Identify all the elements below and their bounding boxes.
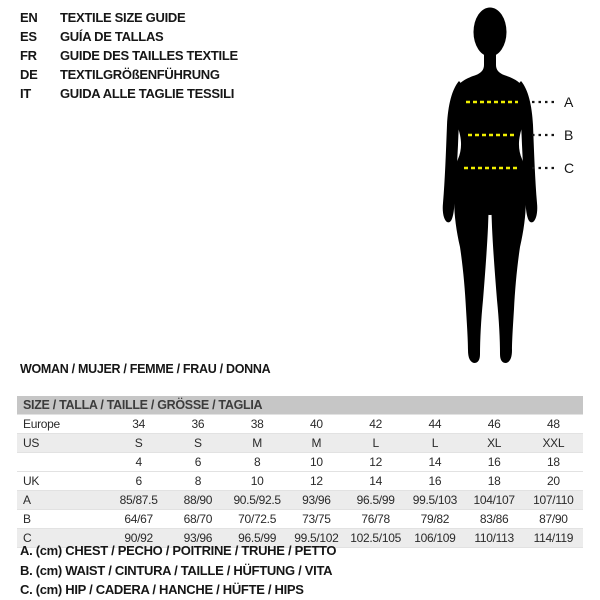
size-cell: 10 [228, 472, 287, 491]
size-cell: S [168, 434, 227, 453]
language-row [20, 27, 238, 46]
size-cell: 93/96 [287, 491, 346, 510]
size-cell: 8 [228, 453, 287, 472]
section-title: WOMAN / MUJER / FEMME / FRAU / DONNA [20, 362, 271, 376]
size-cell: 83/86 [465, 510, 524, 529]
size-cell: 102.5/105 [346, 529, 405, 548]
language-list [20, 8, 238, 103]
size-cell: 107/110 [524, 491, 583, 510]
size-cell: 40 [287, 415, 346, 434]
size-cell: 18 [465, 472, 524, 491]
size-table-body [17, 415, 583, 548]
measurement-legend [20, 541, 336, 600]
size-cell: 10 [287, 453, 346, 472]
row-label: Europe [17, 415, 109, 434]
language-code: DE [20, 67, 38, 82]
legend-line: A. (cm) CHEST / PECHO / POITRINE / TRUHE / PETTO [20, 543, 337, 558]
size-cell: 42 [346, 415, 405, 434]
size-cell: 114/119 [524, 529, 583, 548]
size-cell: 12 [346, 453, 405, 472]
size-cell: 96.5/99 [228, 529, 287, 548]
size-cell: M [287, 434, 346, 453]
table-row [17, 510, 583, 529]
table-row [17, 472, 583, 491]
legend-line: C. (cm) HIP / CADERA / HANCHE / HÜFTE / HIPS [20, 582, 304, 597]
size-cell: 14 [405, 453, 464, 472]
size-cell: 34 [109, 415, 168, 434]
size-cell: 14 [346, 472, 405, 491]
size-cell: XL [465, 434, 524, 453]
size-cell: L [346, 434, 405, 453]
language-label: GUÍA DE TALLAS [60, 29, 164, 44]
table-row [17, 453, 583, 472]
size-cell: XXL [524, 434, 583, 453]
language-label: GUIDA ALLE TAGLIE TESSILI [60, 86, 235, 101]
size-cell: 36 [168, 415, 227, 434]
size-cell: 90/92 [109, 529, 168, 548]
language-code: IT [20, 86, 31, 101]
size-cell: 12 [287, 472, 346, 491]
woman-body [443, 8, 538, 364]
size-cell: 48 [524, 415, 583, 434]
size-cell: 68/70 [168, 510, 227, 529]
size-cell: 16 [405, 472, 464, 491]
size-cell: S [109, 434, 168, 453]
size-cell: M [228, 434, 287, 453]
marker-label-hip: C [564, 160, 575, 176]
size-cell: 8 [168, 472, 227, 491]
row-label: UK [17, 472, 109, 491]
size-cell: 76/78 [346, 510, 405, 529]
size-cell: 70/72.5 [228, 510, 287, 529]
size-cell: 6 [168, 453, 227, 472]
row-label: US [17, 434, 109, 453]
size-cell: 90.5/92.5 [228, 491, 287, 510]
table-row [17, 415, 583, 434]
legend-line: B. (cm) WAIST / CINTURA / TAILLE / HÜFTUNG / VITA [20, 562, 333, 578]
left-leg-shape [454, 190, 489, 363]
language-label: GUIDE DES TAILLES TEXTILE [60, 48, 238, 63]
row-label: B [17, 510, 109, 529]
size-cell: 85/87.5 [109, 491, 168, 510]
size-cell: 99.5/102 [287, 529, 346, 548]
size-cell: 64/67 [109, 510, 168, 529]
size-cell: 16 [465, 453, 524, 472]
size-cell: 87/90 [524, 510, 583, 529]
language-code: EN [20, 10, 38, 25]
size-cell: 20 [524, 472, 583, 491]
size-table-header-row [17, 396, 583, 415]
language-code: FR [20, 48, 37, 63]
size-cell: 44 [405, 415, 464, 434]
size-table [17, 396, 583, 548]
language-label: TEXTILGRÖßENFÜHRUNG [60, 67, 220, 82]
size-cell: 110/113 [465, 529, 524, 548]
right-leg-shape [491, 190, 526, 363]
language-row [20, 46, 238, 65]
size-cell: 93/96 [168, 529, 227, 548]
language-row [20, 65, 238, 84]
size-table-header: SIZE / TALLA / TAILLE / GRÖSSE / TAGLIA [17, 396, 583, 415]
size-cell: 4 [109, 453, 168, 472]
language-row [20, 8, 238, 27]
row-label: C [17, 529, 109, 548]
size-cell: L [405, 434, 464, 453]
size-cell: 99.5/103 [405, 491, 464, 510]
size-cell: 6 [109, 472, 168, 491]
size-cell: 106/109 [405, 529, 464, 548]
size-cell: 18 [524, 453, 583, 472]
size-cell: 46 [465, 415, 524, 434]
row-label [17, 453, 109, 472]
size-cell: 38 [228, 415, 287, 434]
table-row [17, 434, 583, 453]
size-cell: 104/107 [465, 491, 524, 510]
language-code: ES [20, 29, 37, 44]
size-cell: 96.5/99 [346, 491, 405, 510]
size-cell: 73/75 [287, 510, 346, 529]
marker-label-waist: B [564, 127, 574, 143]
torso-shape [452, 45, 528, 215]
size-cell: 79/82 [405, 510, 464, 529]
table-row [17, 491, 583, 510]
language-row [20, 84, 238, 103]
woman-silhouette-figure [433, 5, 600, 365]
size-cell: 88/90 [168, 491, 227, 510]
row-label: A [17, 491, 109, 510]
marker-label-chest: A [564, 94, 574, 110]
language-label: TEXTILE SIZE GUIDE [60, 10, 186, 25]
